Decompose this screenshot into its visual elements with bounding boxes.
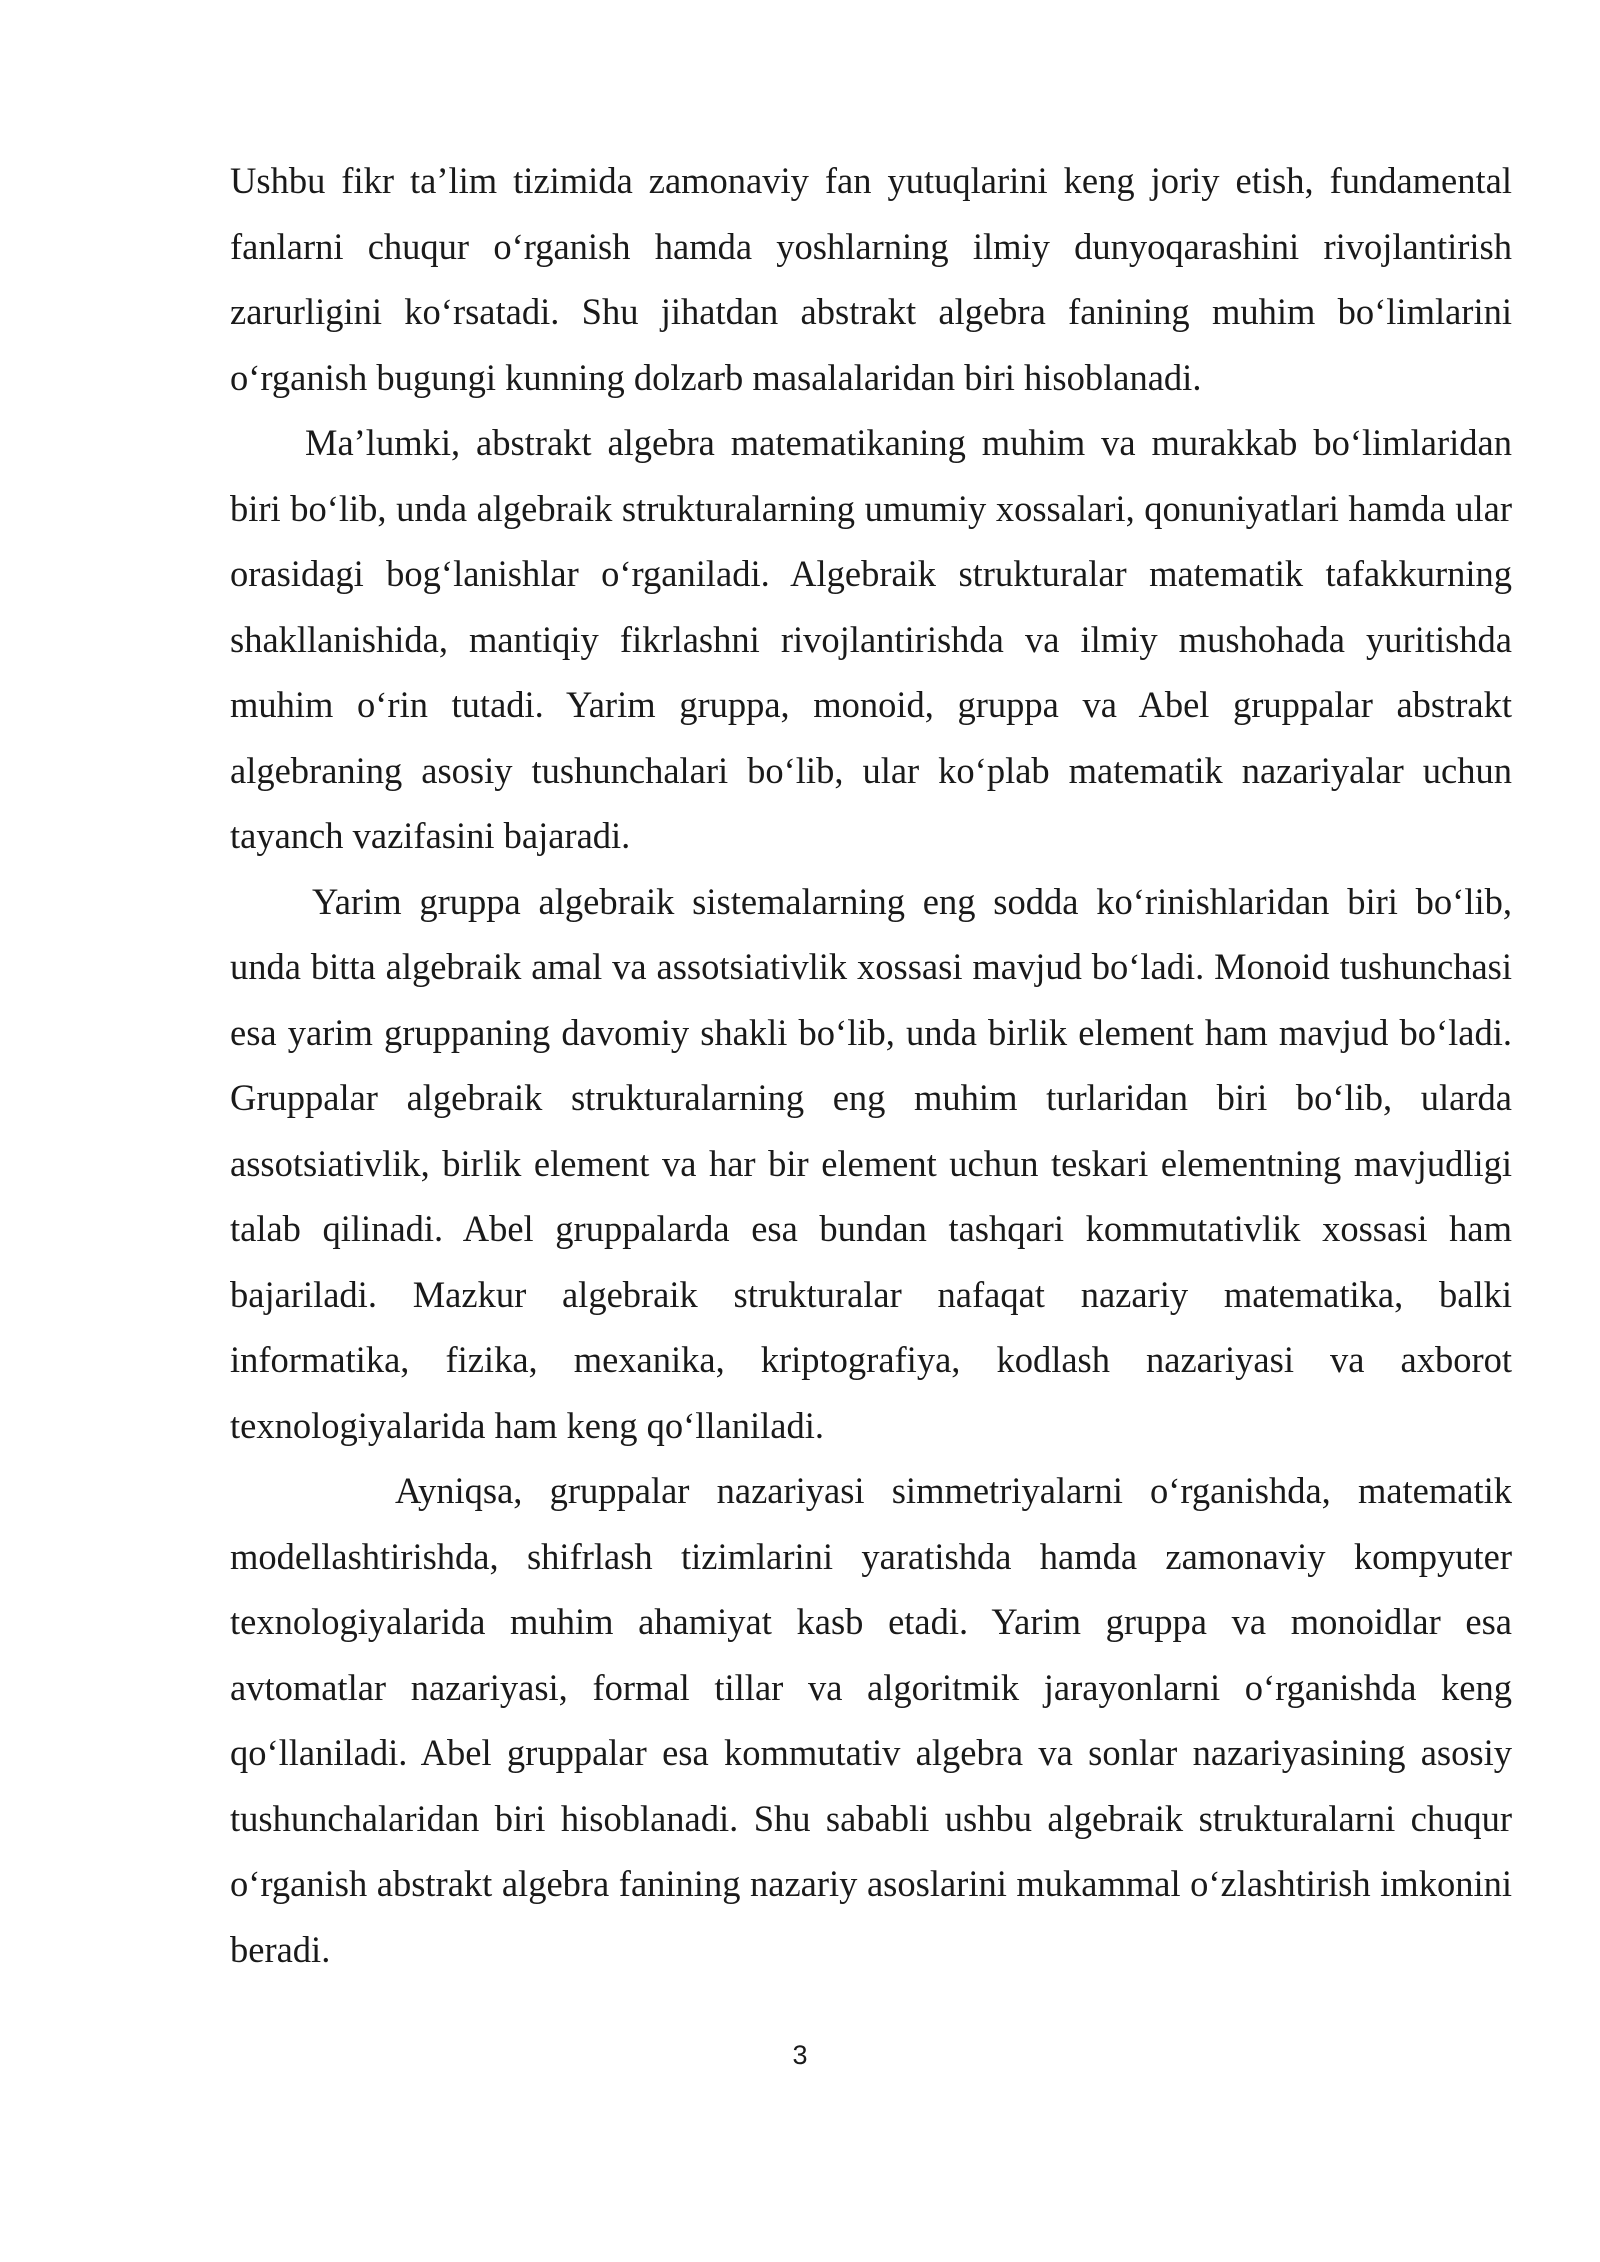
paragraph: Ayniqsa, gruppalar nazariyasi simmetriyalarni o‘rganishda, matematik modellashtirishda, shifrlash tizimlarini yaratishda hamda zamonaviy kompyuter texnologiyalarida muhim ahamiyat kasb etadi. Yarim gruppa va monoidlar esa avtomatlar nazariyasi, formal tillar va algoritmik jarayonlarni o‘rganishda keng qo‘llaniladi. Abel gruppalar esa kommutativ algebra va sonlar nazariyasining asosiy tushunchalaridan biri hisoblanadi. Shu sababli ushbu algebraik strukturalarni chuqur o‘rganish abstrakt algebra fanining nazariy asoslarini mukammal o‘zlashtirish imkonini beradi. — [230, 1470, 1512, 1970]
page-number: 3 — [792, 2040, 808, 2070]
body-text — [230, 148, 1512, 1982]
paragraph: Ma’lumki, abstrakt algebra matematikaning muhim va murakkab bo‘limlaridan biri bo‘lib, unda algebraik strukturalarning umumiy xossalari, qonuniyatlari hamda ular orasidagi bog‘lanishlar o‘rganiladi. Algebraik strukturalar matematik tafakkurning shakllanishida, mantiqiy fikrlashni rivojlantirishda va ilmiy mushohada yuritishda muhim o‘rin tutadi. Yarim gruppa, monoid, gruppa va Abel gruppalar abstrakt algebraning asosiy tushunchalari bo‘lib, ular ko‘plab matematik nazariyalar uchun tayanch vazifasini bajaradi. — [230, 422, 1512, 856]
paragraph: Yarim gruppa algebraik sistemalarning eng sodda ko‘rinishlaridan biri bo‘lib, unda bitta algebraik amal va assotsiativlik xossasi mavjud bo‘ladi. Monoid tushunchasi esa yarim gruppaning davomiy shakli bo‘lib, unda birlik element ham mavjud bo‘ladi. Gruppalar algebraik strukturalarning eng muhim turlaridan biri bo‘lib, ularda assotsiativlik, birlik element va har bir element uchun teskari elementning mavjudligi talab qilinadi. Abel gruppalarda esa bundan tashqari kommutativlik xossasi ham bajariladi. Mazkur algebraik strukturalar nafaqat nazariy matematika, balki informatika, fizika, mexanika, kriptografiya, kodlash nazariyasi va axborot texnologiyalarida ham keng qo‘llaniladi. — [230, 880, 1512, 1446]
paragraph: Ushbu fikr ta’lim tizimida zamonaviy fan yutuqlarini keng joriy etish, fundamental fanlarni chuqur o‘rganish hamda yoshlarning ilmiy dunyoqarashini rivojlantirish zarurligini ko‘rsatadi. Shu jihatdan abstrakt algebra fanining muhim bo‘limlarini o‘rganish bugungi kunning dolzarb masalalaridan biri hisoblanadi. — [230, 160, 1512, 398]
